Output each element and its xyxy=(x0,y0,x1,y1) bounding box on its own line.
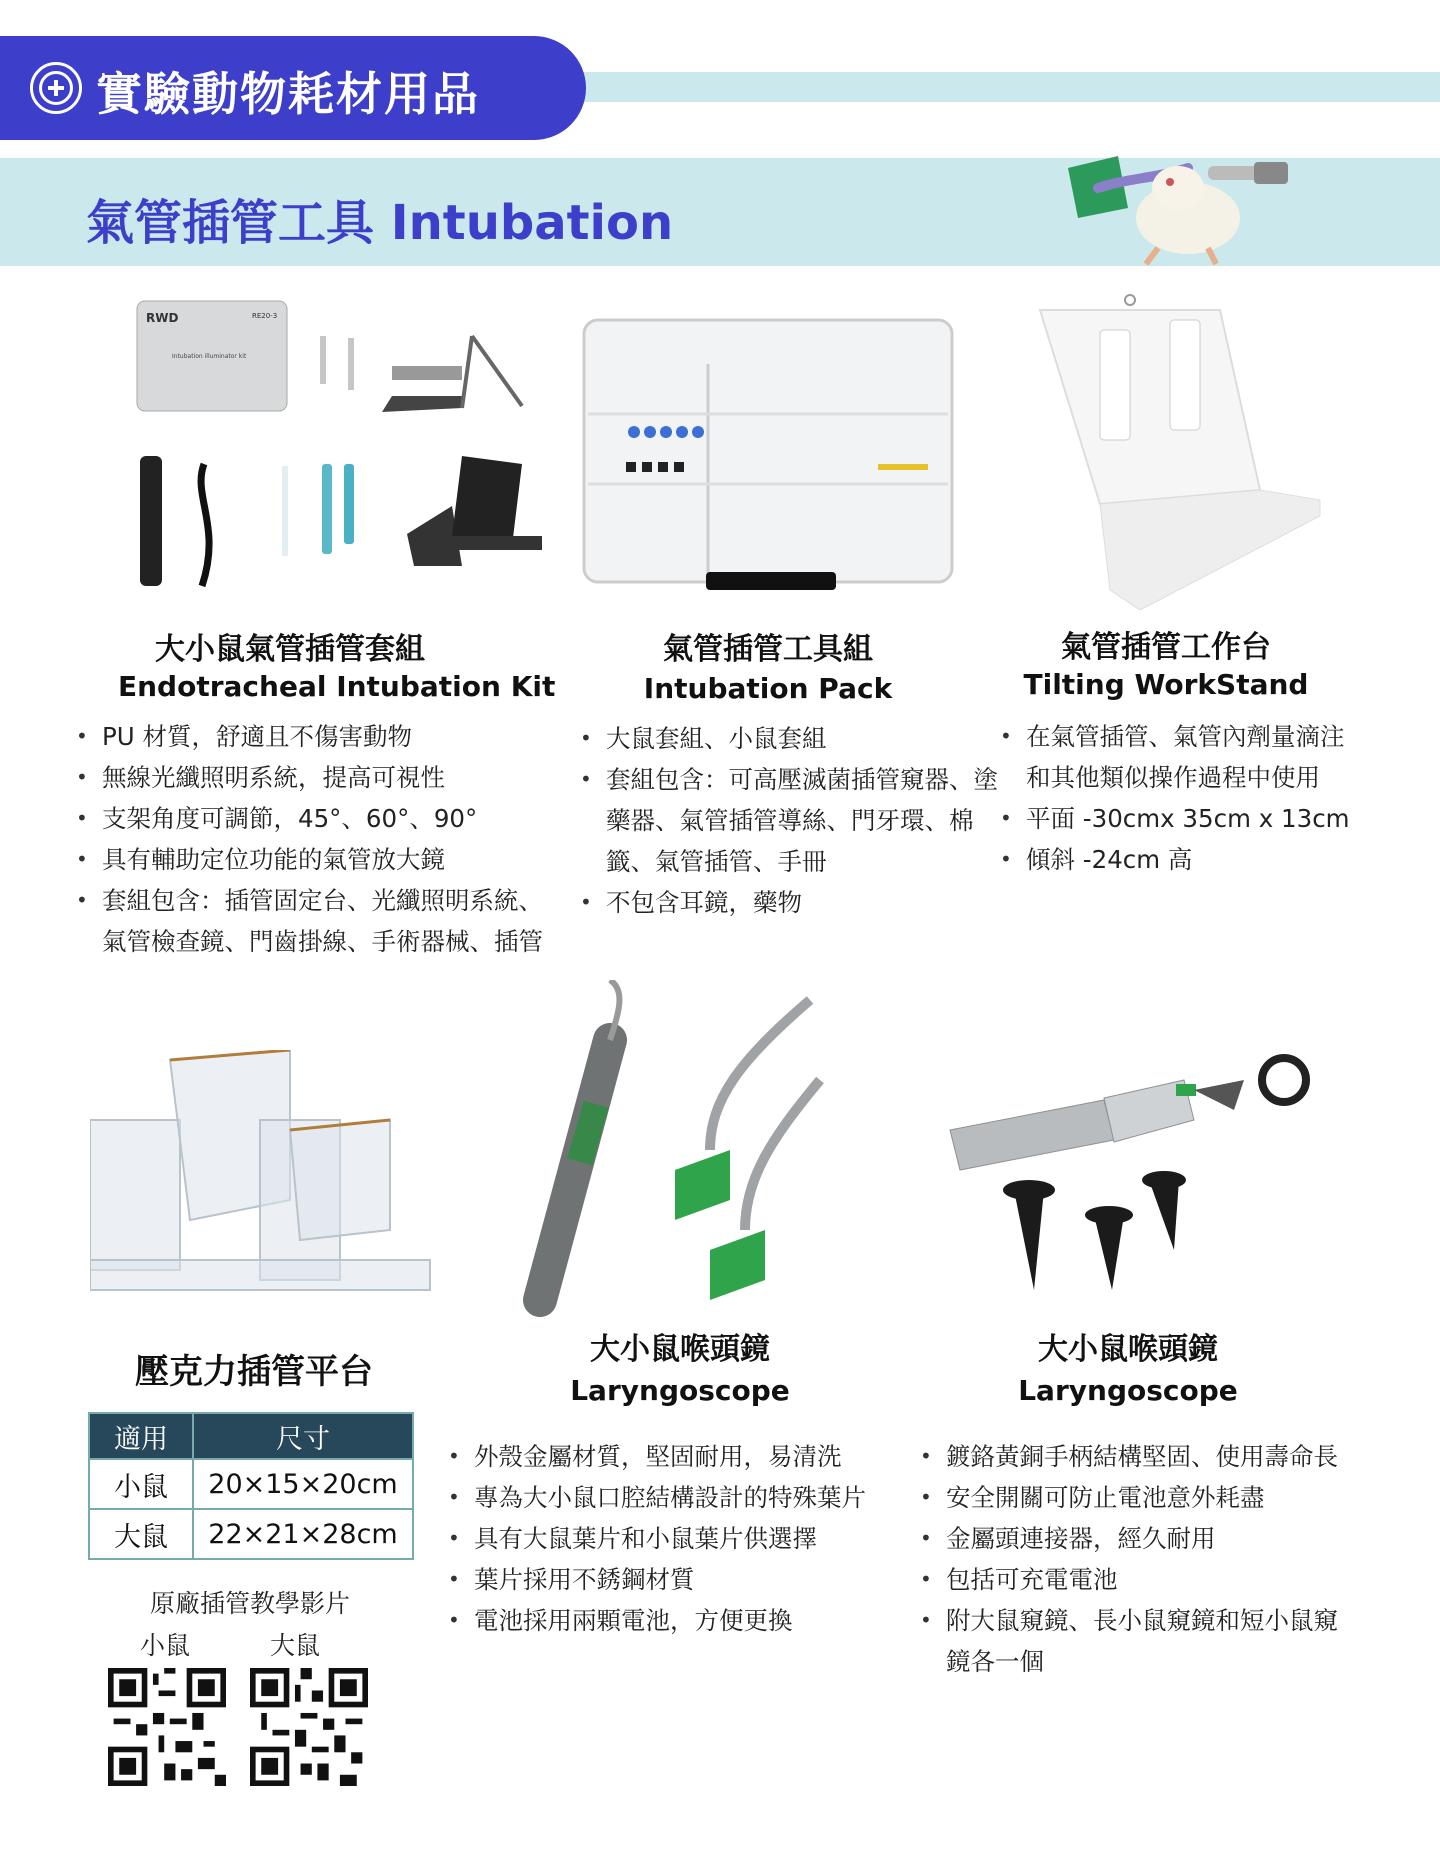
list-item: • 具有輔助定位功能的氣管放大鏡 xyxy=(76,839,556,880)
plus-circle-icon xyxy=(30,62,82,114)
table-header-row xyxy=(89,1413,413,1459)
product-subtitle-laryngoscope: Laryngoscope xyxy=(570,1374,790,1407)
qr-label-mouse: 小鼠 xyxy=(140,1631,191,1660)
product-subtitle-intubation-kit: Endotracheal Intubation Kit xyxy=(118,670,556,703)
size-table xyxy=(88,1412,414,1560)
list-item: • 傾斜 -24cm 高 xyxy=(1000,839,1360,880)
table-cell: 大鼠 xyxy=(89,1509,193,1559)
list-item: • 支架角度可調節，45°、60°、90° xyxy=(76,798,556,839)
intubation-kit-image xyxy=(132,296,542,596)
list-item: • 套組包含：插管固定台、光纖照明系統、氣管檢查鏡、門齒掛線、手術器械、插管 xyxy=(76,880,556,962)
list-item: • 鍍鉻黃銅手柄結構堅固、使用壽命長 xyxy=(920,1436,1340,1477)
product-title-tilting-workstand: 氣管插管工作台 xyxy=(1061,630,1271,665)
list-item: • PU 材質，舒適且不傷害動物 xyxy=(76,716,556,757)
product-title-intubation-pack: 氣管插管工具組 xyxy=(663,632,873,667)
product-title-intubation-kit: 大小鼠氣管插管套組 xyxy=(155,632,425,667)
product-title-laryngoscope-otoscope: 大小鼠喉頭鏡 xyxy=(1038,1332,1218,1367)
list-item: • 套組包含：可高壓滅菌插管窺器、塗藥器、氣管插管導絲、門牙環、棉籤、氣管插管、手冊 xyxy=(580,759,1000,882)
qr-label-rat: 大鼠 xyxy=(270,1631,321,1660)
qr-code-mouse-icon[interactable] xyxy=(108,1668,226,1786)
list-item: • 包括可充電電池 xyxy=(920,1559,1340,1600)
qr-code-rat-icon[interactable] xyxy=(250,1668,368,1786)
acrylic-platform-image xyxy=(90,1050,440,1300)
list-item: • 具有大鼠葉片和小鼠葉片供選擇 xyxy=(448,1518,908,1559)
product-subtitle-tilting-workstand: Tilting WorkStand xyxy=(1023,668,1309,701)
table-row xyxy=(89,1459,413,1509)
product-bullets-intubation-kit xyxy=(76,716,556,962)
kit-box-model: RE20-3 xyxy=(252,312,278,320)
intubation-pack-image xyxy=(578,314,958,592)
rat-intubation-illustration xyxy=(1058,148,1298,266)
list-item: • 葉片採用不銹鋼材質 xyxy=(448,1559,908,1600)
product-subtitle-laryngoscope-otoscope: Laryngoscope xyxy=(1018,1374,1238,1407)
product-title-acrylic-platform: 壓克力插管平台 xyxy=(135,1352,373,1392)
table-cell: 小鼠 xyxy=(89,1459,193,1509)
list-item: • 平面 -30cmx 35cm x 13cm xyxy=(1000,798,1360,839)
video-title: 原廠插管教學影片 xyxy=(149,1589,350,1618)
product-subtitle-intubation-pack: Intubation Pack xyxy=(643,672,893,705)
list-item: • 不包含耳鏡，藥物 xyxy=(580,882,1000,923)
table-row xyxy=(89,1509,413,1559)
product-bullets-intubation-pack xyxy=(580,718,1000,923)
table-cell: 20×15×20cm xyxy=(193,1459,413,1509)
tilting-workstand-image xyxy=(1030,290,1330,610)
list-item: • 專為大小鼠口腔結構設計的特殊葉片 xyxy=(448,1477,908,1518)
list-item: • 外殼金屬材質，堅固耐用，易清洗 xyxy=(448,1436,908,1477)
product-bullets-laryngoscope xyxy=(448,1436,908,1641)
list-item: • 電池採用兩顆電池，方便更換 xyxy=(448,1600,908,1641)
table-cell: 22×21×28cm xyxy=(193,1509,413,1559)
list-item: • 附大鼠窺鏡、長小鼠窺鏡和短小鼠窺鏡各一個 xyxy=(920,1600,1340,1682)
kit-box-text: Intubation illuminator kit xyxy=(172,353,247,360)
list-item: • 大鼠套組、小鼠套組 xyxy=(580,718,1000,759)
list-item: • 金屬頭連接器，經久耐用 xyxy=(920,1518,1340,1559)
header-title: 實驗動物耗材用品 xyxy=(96,67,480,121)
product-title-laryngoscope: 大小鼠喉頭鏡 xyxy=(590,1332,770,1367)
header-accent-band xyxy=(560,72,1440,102)
kit-box-brand: RWD xyxy=(146,311,179,325)
product-bullets-laryngoscope-otoscope xyxy=(920,1436,1340,1682)
list-item: • 無線光纖照明系統，提高可視性 xyxy=(76,757,556,798)
list-item: • 在氣管插管、氣管內劑量滴注和其他類似操作過程中使用 xyxy=(1000,716,1360,798)
section-title: 氣管插管工具 Intubation xyxy=(86,195,674,251)
otoscope-laryngoscope-image xyxy=(944,1050,1334,1310)
product-bullets-tilting-workstand xyxy=(1000,716,1360,880)
table-header-cell: 適用 xyxy=(89,1413,193,1459)
table-header-cell: 尺寸 xyxy=(193,1413,413,1459)
laryngoscope-image xyxy=(500,980,830,1320)
list-item: • 安全開關可防止電池意外耗盡 xyxy=(920,1477,1340,1518)
